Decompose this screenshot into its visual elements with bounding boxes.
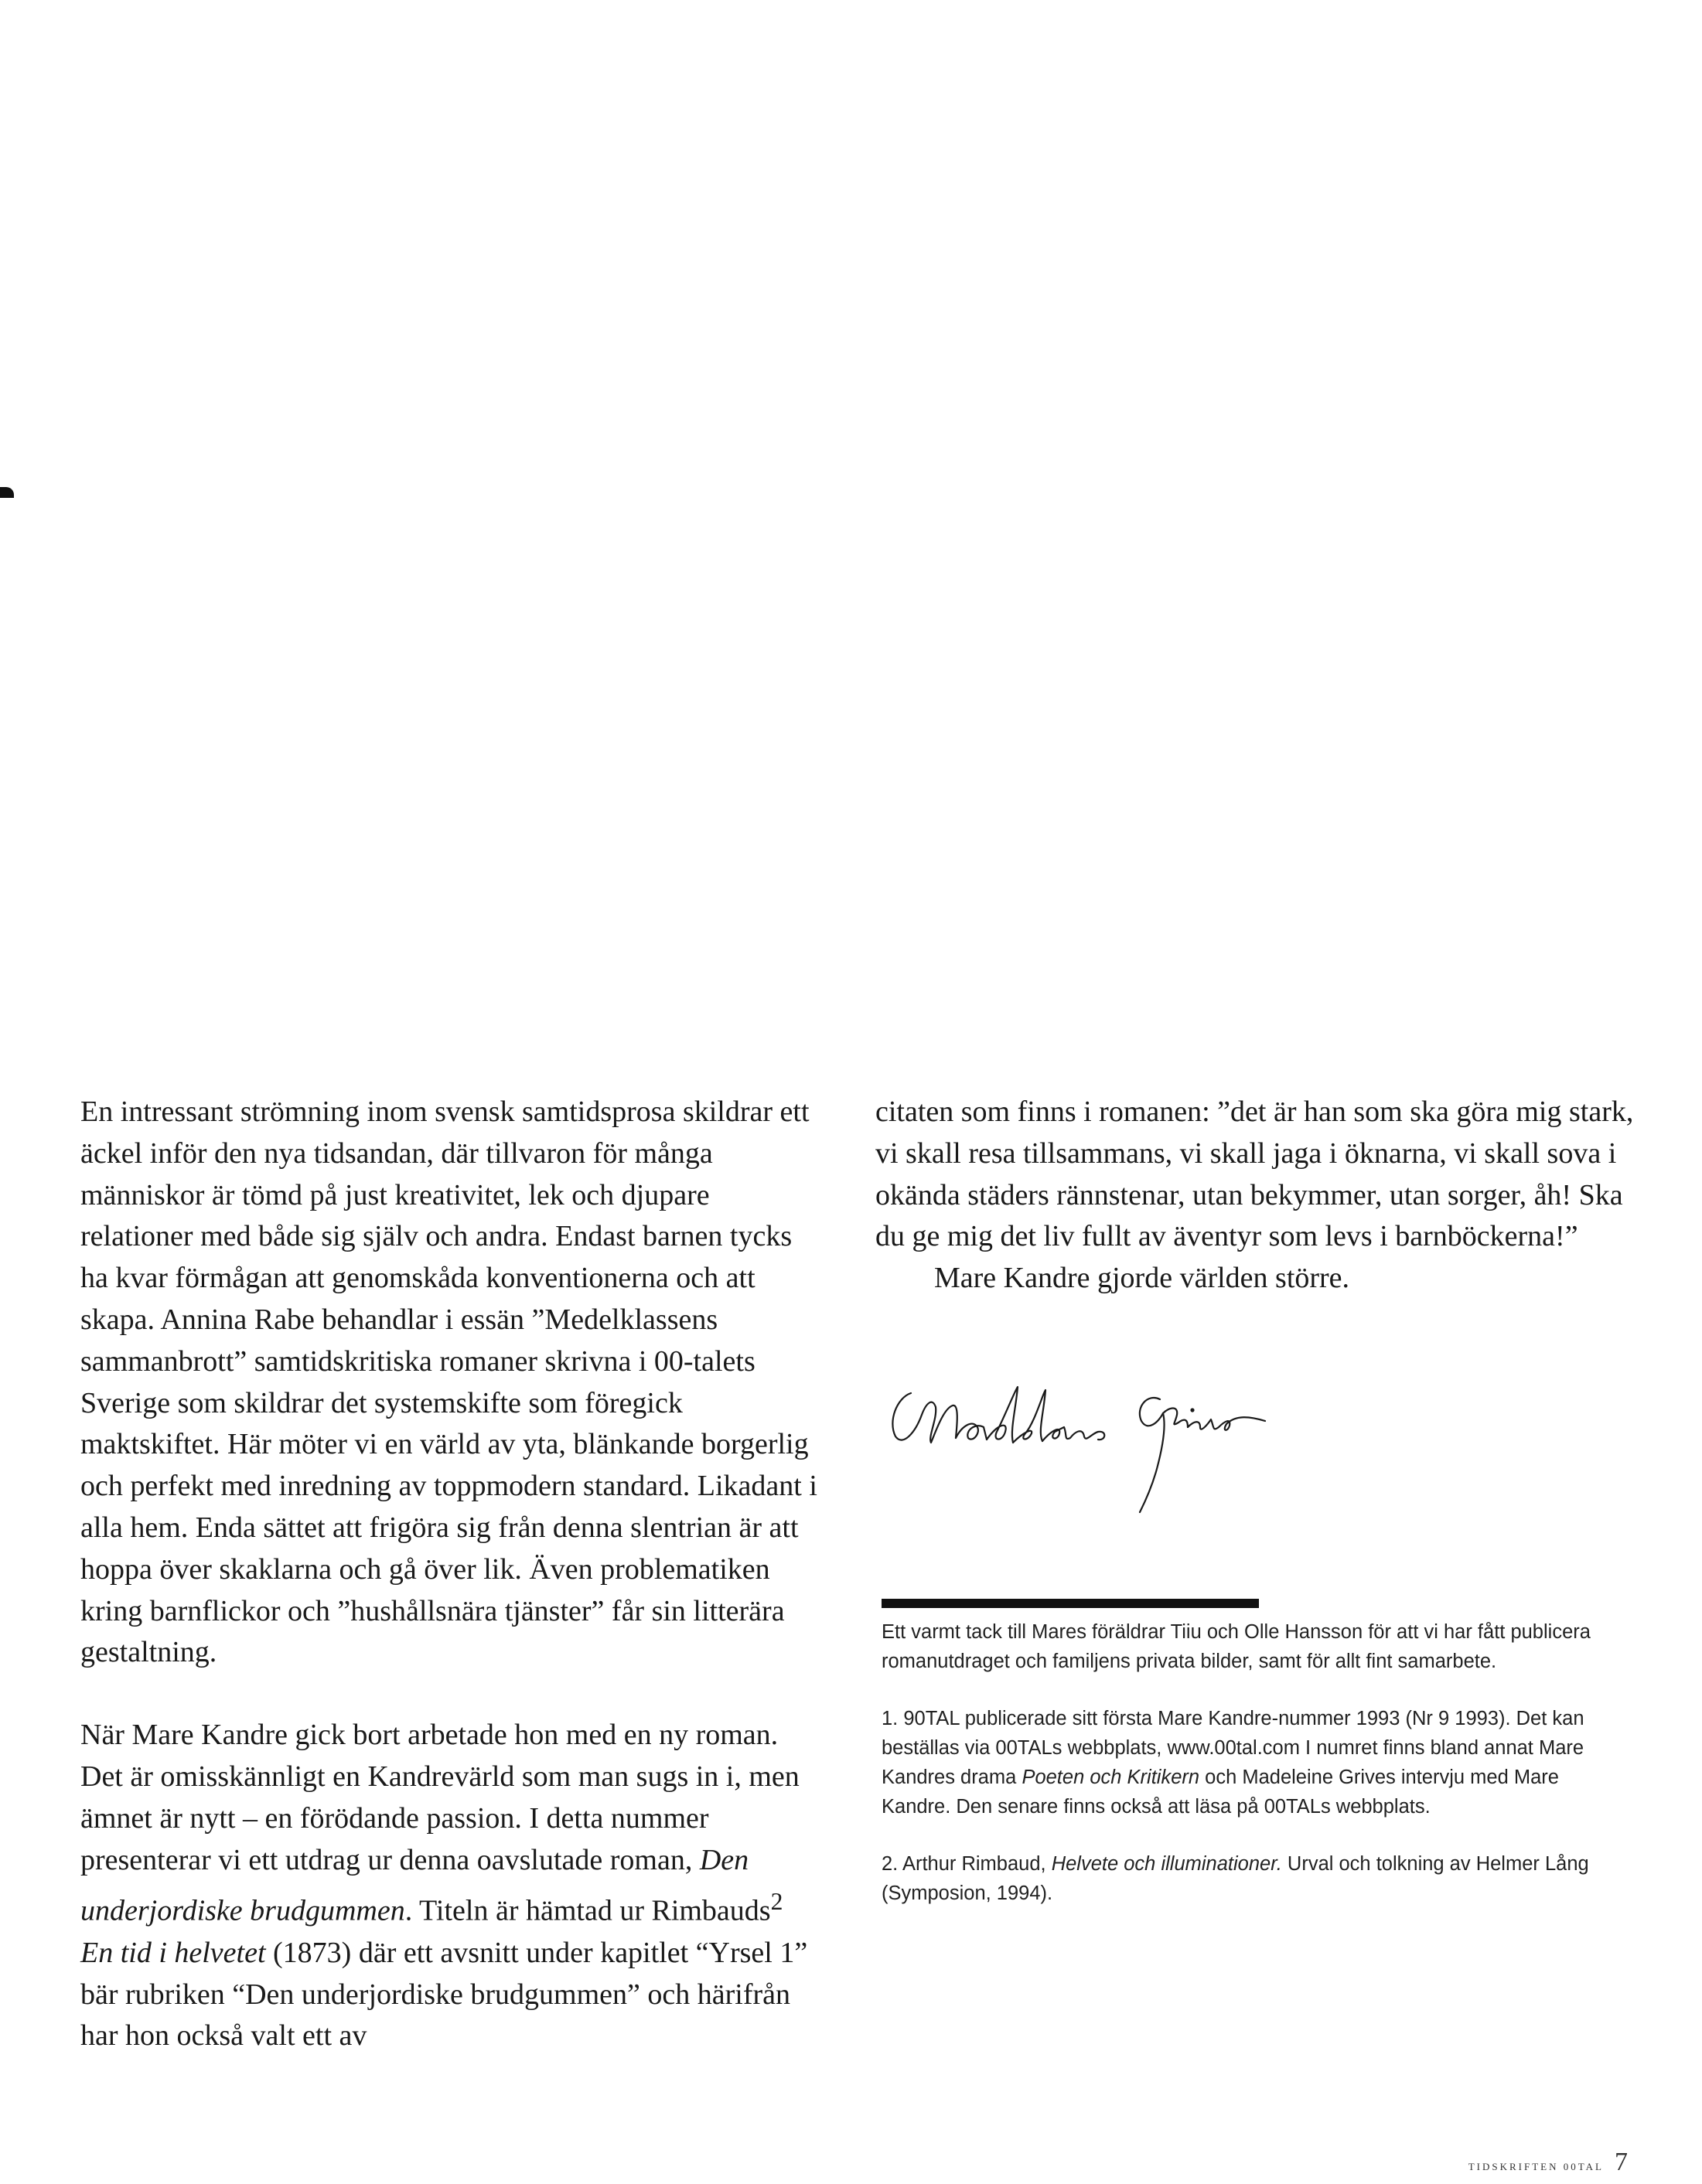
footnote-2-title: Helvete och illuminationer. — [1051, 1853, 1282, 1875]
right-paragraph-2: Mare Kandre gjorde världen större. — [934, 1262, 1350, 1295]
para2-text-c: (1873) där ett avsnitt under kapitlet “Yrsel 1” bär rubriken “Den underjordiske brudgummen” och härifrån har hon också valt ett av — [80, 1936, 808, 2053]
novel-title: Den underjordiske brudgummen — [80, 1843, 749, 1927]
right-column — [875, 1092, 1641, 1300]
para2-text-a: När Mare Kandre gick bort arbetade hon med en ny roman. Det är omisskännligt en Kandrevärld som man sugs in i, men ämnet är nytt – en förödande passion. I detta nummer presenterar vi ett utdrag ur denna oavslutade roman, — [80, 1719, 800, 1876]
footnote-1-title: Poeten och Kritikern — [1022, 1767, 1200, 1788]
notes-divider — [882, 1599, 1259, 1608]
rimbaud-title: En tid i helvetet — [80, 1936, 266, 1969]
page-number: 7 — [1615, 2148, 1628, 2176]
para2-text-b: . Titeln är hämtad ur Rimbauds — [404, 1895, 771, 1927]
handwritten-signature — [882, 1376, 1315, 1523]
right-paragraph-1: citaten som finns i romanen: ”det är han som ska göra mig stark, vi skall resa tillsammans, vi skall jaga i öknarna, vi skall sova i okända städers rännstenar, utan bekymmer, utan sorger, åh! Ska du ge mig det liv fullt av äventyr som levs i barnböckerna!” — [875, 1095, 1634, 1253]
left-paragraph-1: En intressant strömning inom svensk samtidsprosa skildrar ett äckel inför den nya tidsandan, där tillvaron för många människor är tömd på just kreativitet, lek och djupare relationer med både sig själv och andra. Endast barnen tycks ha kvar förmågan att genomskåda konventionerna och att skapa. Annina Rabe behandlar i essän ”Medelklassens sammanbrott” samtidskritiska romaner skrivna i 00-talets Sverige som skildrar det systemskifte som föregick maktskiftet. Här möter vi en värld av yta, blänkande borgerlig och perfekt med inredning av toppmodern standard. Likadant i alla hem. Enda sättet att frigöra sig från denna slentrian är att hoppa över skaklarna och gå över lik. Även problematiken kring barnflickor och ”hushållsnära tjänster” får sin litterära gestaltning. — [80, 1095, 817, 1669]
footnote-2-text-b: Urval och tolkning av Helmer Lång (Symposion, 1994). — [882, 1853, 1589, 1904]
footnote-1-text-a: 1. 90TAL publicerade sitt första Mare Kandre-nummer 1993 (Nr 9 1993). Det kan beställas via 00TALs webbplats, www.00tal.com I numret finns bland annat Mare Kandres drama — [882, 1708, 1584, 1788]
footnote-1 — [882, 1704, 1624, 1821]
footnote-1-text-b: och Madeleine Grives intervju med Mare Kandre. Den senare finns också att läsa på 00TALs webbplats. — [882, 1767, 1559, 1818]
left-paragraph-2 — [80, 1715, 823, 2057]
running-footer-label: TIDSKRIFTEN 00TAL — [1468, 2161, 1604, 2172]
page-footer — [1468, 2148, 1628, 2177]
footnote-ref-2: 2 — [770, 1888, 783, 1916]
acknowledgement: Ett varmt tack till Mares föräldrar Tiiu och Olle Hansson för att vi har fått publicera romanutdraget och familjens privata bilder, samt för allt fint samarbete. — [882, 1621, 1591, 1672]
footnote-2-text-a: 2. Arthur Rimbaud, — [882, 1853, 1052, 1875]
footnote-2 — [882, 1849, 1624, 1908]
notes-section — [882, 1617, 1624, 1908]
edge-mark — [0, 487, 14, 498]
left-column — [80, 1092, 823, 2057]
